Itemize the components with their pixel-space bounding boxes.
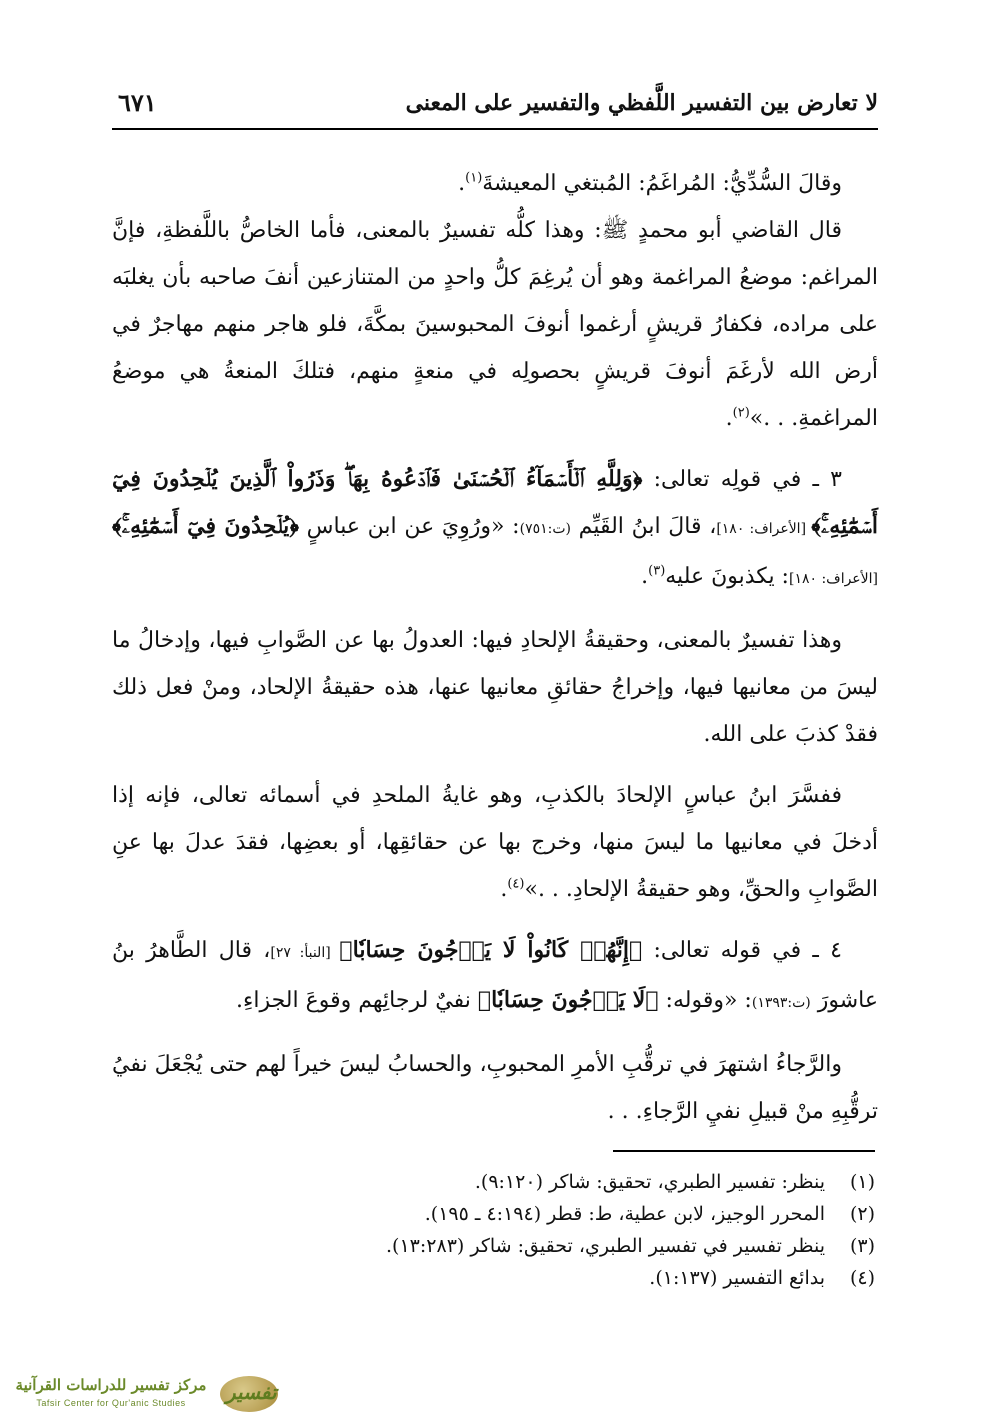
death-date: (ت:١٣٩٣) [751, 995, 811, 1011]
footnote-item [109, 1262, 875, 1294]
verse-citation: [الأعراف: ١٨٠] [788, 571, 878, 587]
paragraph-text: ٤ ـ في قوله تعالى: [642, 938, 842, 963]
paragraph-text: قال القاضي أبو محمدٍ ﷺ: وهذا كلُّه تفسيرٌ بالمعنى، فأما الخاصُّ باللَّفظةِ، فإنَّ المراغم: موضعُ المراغمة وهو أن يُرغِمَ كلُّ واحدٍ من المتنازعين أنفَ صاحبه بأن يغلبَه على مراده، فكفارُ قريشٍ أرغموا أنوفَ المحبوسينَ بمكَّةَ، فلو هاجر منهم مهاجرٌ في أرض الله لأرغَمَ أنوفَ قريشٍ بحصولِه في منعةٍ منهم، فتلكَ المنعةُ هي موضعُ المراغمةِ. . .» [112, 218, 878, 431]
footnote-text: المحرر الوجيز، لابن عطية، ط: قطر (٤:١٩٤ ـ ١٩٥). [424, 1203, 825, 1225]
footnote-item [109, 1198, 875, 1230]
quran-verse: ﴿يُلۡحِدُونَ فِيٓ أَسۡمَٰٓئِهِۦۚ﴾ [112, 513, 299, 539]
footnote-ref: (١) [465, 170, 483, 186]
quran-verse: ﴿إِنَّهُمۡ كَانُواْ لَا يَرۡجُونَ حِسَابٗا﴾ [339, 937, 643, 963]
paragraph-text: ٣ ـ في قولِه تعالى: [642, 467, 842, 492]
verse-citation: [النبأ: ٢٧] [270, 945, 340, 961]
paragraph-text: ، قالَ ابنُ القَيِّم [570, 514, 717, 539]
punctuation: . [725, 406, 733, 431]
quran-verse: ﴿لَا يَرۡجُونَ حِسَابٗا﴾ [477, 987, 659, 1013]
verse-citation: [الأعراف: ١٨٠] [716, 521, 812, 537]
paragraph-text: وهذا تفسيرٌ بالمعنى، وحقيقةُ الإلحادِ فيها: العدولُ بها عن الصَّوابِ فيها، وإدخالُ ما ليسَ من معانيها فيها، وإخراجُ حقائقِ معانيها عنها، هذه حقيقةُ الإلحاد، ومنْ فعل ذلك فقدْ كذبَ على الله. [112, 628, 878, 747]
footnote-item [109, 1166, 875, 1198]
page-number: ٦٧١ [118, 88, 157, 117]
logo-english-name: Tafsir Center for Qur'anic Studies [36, 1398, 186, 1408]
paragraph-text: ، قال الطَّاهرُ بنُ عاشورَ [112, 938, 878, 1013]
paragraph-text: نفيٌ لرجائِهم وقوعَ الجزاءِ. [236, 988, 478, 1013]
paragraph-7 [112, 1041, 878, 1135]
paragraph-1 [112, 160, 878, 207]
punctuation: . [458, 171, 466, 196]
footnotes [109, 1166, 875, 1294]
paragraph-text: : يكذبونَ عليه [665, 564, 789, 589]
logo-brand: تفسير [226, 1380, 277, 1404]
page-header [112, 82, 878, 130]
footnote-text: بدائع التفسير (١:١٣٧). [649, 1267, 825, 1289]
footnote-ref: (٣) [648, 563, 666, 579]
paragraph-4 [112, 617, 878, 758]
footnote-separator [613, 1150, 875, 1152]
page-body [112, 160, 878, 1149]
running-title: لا تعارض بين التفسير اللَّفظي والتفسير على المعنى [405, 90, 878, 116]
footnote-ref: (٤) [507, 876, 525, 892]
footnote-text: ينظر: تفسير الطبري، تحقيق: شاكر (٩:١٢٠). [474, 1171, 825, 1193]
paragraph-2 [112, 207, 878, 442]
death-date: (ت:٧٥١) [519, 521, 571, 537]
footnote-number: (٣) [849, 1235, 875, 1257]
publisher-logo [2, 1376, 292, 1416]
footnote-item [109, 1230, 875, 1262]
footnote-text: ينظر تفسير في تفسير الطبري، تحقيق: شاكر (١٣:٢٨٣). [386, 1235, 825, 1257]
punctuation: . [500, 877, 508, 902]
paragraph-5 [112, 772, 878, 913]
paragraph-text: : «ورُوِيَ عن ابن عباسٍ [298, 514, 520, 539]
paragraph-text: ففسَّرَ ابنُ عباسٍ الإلحادَ بالكذبِ، وهو غايةُ الملحدِ في أسمائه تعالى، فإنه إذا أدخلَ في معانيها ما ليسَ منها، وخرج بها عن حقائقِها، أو بعضِها، فقدَ عدلَ بها عنِ الصَّوابِ والحقِّ، وهو حقيقةُ الإلحادِ. . .» [112, 783, 878, 902]
footnote-number: (٤) [849, 1267, 875, 1289]
footnote-number: (١) [849, 1171, 875, 1193]
paragraph-6 [112, 927, 878, 1027]
paragraph-text: وقالَ السُّدِّيُّ: المُراغَمُ: المُبتغي المعيشةَ [482, 171, 842, 196]
paragraph-text: : «وقوله: [658, 988, 752, 1013]
footnote-number: (٢) [849, 1203, 875, 1225]
paragraph-text: والرَّجاءُ اشتهرَ في ترقُّبِ الأمرِ المحبوبِ، والحسابُ ليسَ خيراً لهم حتى يُجْعَلَ نفيُ ترقُّبِهِ منْ قبيلِ نفيِ الرَّجاءِ. . . [112, 1052, 878, 1124]
quran-verse: ﴿وَلِلَّهِ ٱلۡأَسۡمَآءُ ٱلۡحُسۡنَىٰ فَٱدۡعُوهُ بِهَاۖ وَذَرُواْ ٱلَّذِينَ يُلۡحِدُونَ فِيٓ أَسۡمَٰٓئِهِۦۚ﴾ [112, 466, 878, 539]
paragraph-3 [112, 456, 878, 603]
footnote-ref: (٢) [732, 405, 750, 421]
logo-arabic-name: مركز تفسير للدراسات القرآنية [15, 1376, 207, 1394]
punctuation: . [641, 564, 649, 589]
